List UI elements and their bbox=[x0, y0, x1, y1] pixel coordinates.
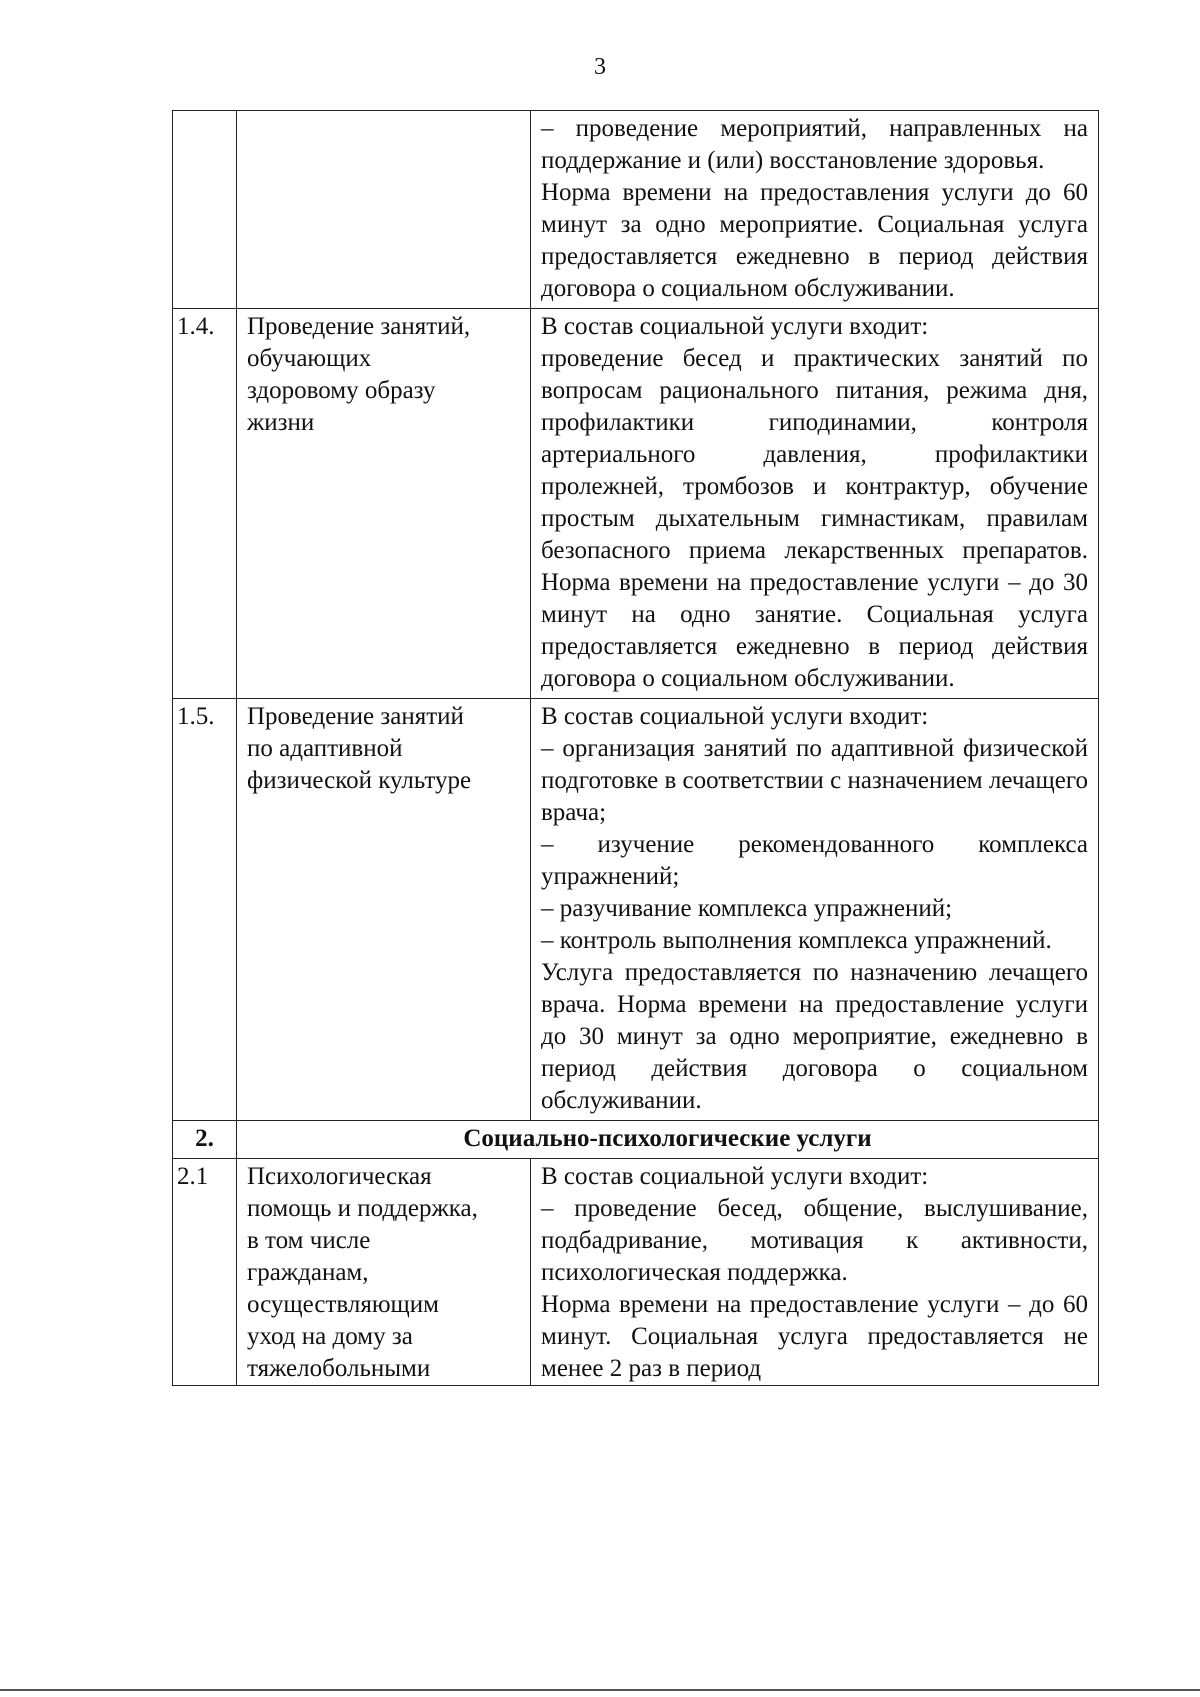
page-number: 3 bbox=[594, 54, 606, 80]
description-paragraph: – контроль выполнения комплекса упражнений. bbox=[541, 927, 1052, 954]
service-name-cell bbox=[237, 1159, 531, 1386]
row-number-cell: 2.1 bbox=[173, 1159, 237, 1386]
table-row bbox=[173, 111, 1099, 309]
description-paragraph: – разучивание комплекса упражнений; bbox=[541, 895, 953, 922]
service-name-line: обучающих bbox=[247, 345, 372, 372]
service-name-line: жизни bbox=[247, 409, 315, 436]
service-name-line: Проведение занятий bbox=[247, 703, 464, 730]
service-name-line: Психологическая bbox=[247, 1163, 432, 1190]
section-number: 2. bbox=[173, 1121, 237, 1159]
service-name-line: в том числе bbox=[247, 1227, 371, 1254]
section-header-row bbox=[173, 1121, 1099, 1159]
row-number-cell bbox=[173, 111, 237, 309]
service-name-line: по адаптивной bbox=[247, 735, 403, 762]
description-paragraph: – проведение бесед, общение, выслушивание, подбадривание, мотивация к активности, психологическая поддержка. bbox=[541, 1195, 1088, 1286]
service-name-cell bbox=[237, 699, 531, 1121]
description-paragraph: – организация занятий по адаптивной физической подготовке в соответствии с назначением лечащего врача; bbox=[541, 735, 1088, 826]
description-paragraph: Норма времени на предоставления услуги до 60 минут за одно мероприятие. Социальная услуга предоставляется ежедневно в период действия договора о социальном обслуживании. bbox=[541, 179, 1088, 302]
service-name-cell bbox=[237, 111, 531, 309]
service-name-line: уход на дому за bbox=[247, 1323, 413, 1350]
description-paragraph: В состав социальной услуги входит: bbox=[541, 1163, 929, 1190]
service-name-line: здоровому образу bbox=[247, 377, 436, 404]
service-description-cell bbox=[531, 1159, 1099, 1386]
service-description-cell bbox=[531, 309, 1099, 699]
page-bottom-edge bbox=[0, 1689, 1200, 1691]
description-paragraph: проведение бесед и практических занятий по вопросам рационального питания, режима дня, профилактики гиподинамии, контроля артериального давления, профилактики пролежней, тромбозов и контрактур, обучение простым дыхательным гимнастикам, правилам безопасного приема лекарственных препаратов. Норма времени на предоставление услуги – до 30 минут на одно занятие. Социальная услуга предоставляется ежедневно в период действия договора о социальном обслуживании. bbox=[541, 345, 1088, 692]
description-paragraph: – проведение мероприятий, направленных на поддержание и (или) восстановление здоровья. bbox=[541, 115, 1088, 174]
table-row bbox=[173, 309, 1099, 699]
description-paragraph: Норма времени на предоставление услуги – до 60 минут. Социальная услуга предоставляется не менее 2 раз в период bbox=[541, 1291, 1088, 1382]
service-description-cell bbox=[531, 111, 1099, 309]
service-name-line: тяжелобольными bbox=[247, 1355, 431, 1382]
description-paragraph: – изучение рекомендованного комплекса упражнений; bbox=[541, 831, 1088, 890]
description-paragraph: В состав социальной услуги входит: bbox=[541, 313, 929, 340]
table-row bbox=[173, 1159, 1099, 1386]
service-description-cell bbox=[531, 699, 1099, 1121]
service-name-line: гражданам, bbox=[247, 1259, 369, 1286]
row-number-cell: 1.4. bbox=[173, 309, 237, 699]
description-paragraph: Услуга предоставляется по назначению лечащего врача. Норма времени на предоставление услуги до 30 минут за одно мероприятие, ежедневно в период действия договора о социальном обслуживании. bbox=[541, 959, 1088, 1114]
service-name-line: физической культуре bbox=[247, 767, 472, 794]
service-name-line: осуществляющим bbox=[247, 1291, 439, 1318]
table-row bbox=[173, 699, 1099, 1121]
services-table bbox=[172, 110, 1099, 1386]
row-number-cell: 1.5. bbox=[173, 699, 237, 1121]
service-name-line: Проведение занятий, bbox=[247, 313, 471, 340]
description-paragraph: В состав социальной услуги входит: bbox=[541, 703, 929, 730]
section-title: Социально-психологические услуги bbox=[237, 1121, 1099, 1159]
service-name-line: помощь и поддержка, bbox=[247, 1195, 478, 1222]
service-name-cell bbox=[237, 309, 531, 699]
